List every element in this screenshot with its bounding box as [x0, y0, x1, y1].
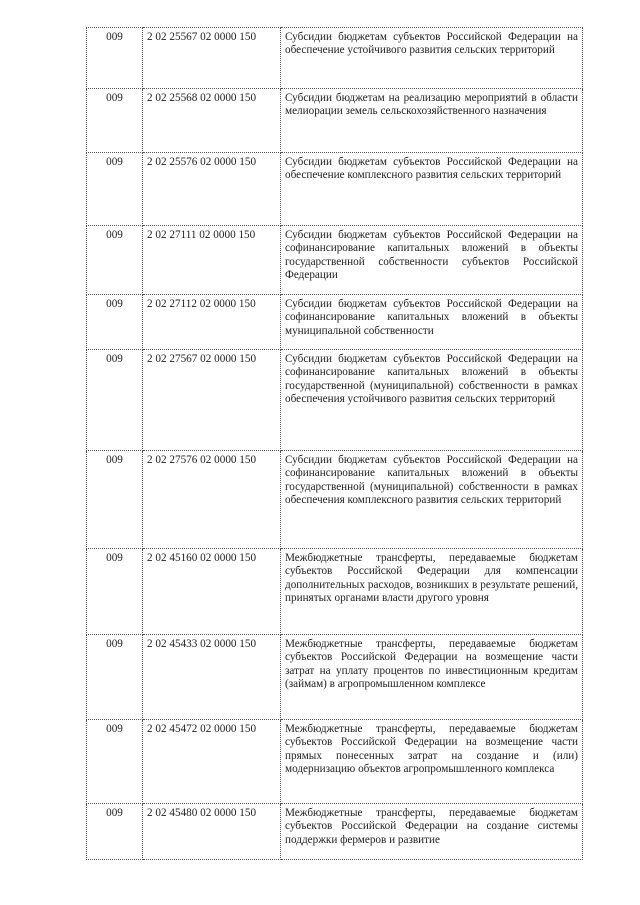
- table-row: [87, 549, 583, 635]
- revenue-description: Субсидии бюджетам субъектов Российской Федерации на софинансирование капитальных вложений в объекты государственной (муниципальной) собственности в рамках обеспечения устойчивого развития сельских территорий: [281, 350, 583, 451]
- budget-classification-code: 2 02 27576 02 0000 150: [143, 451, 281, 549]
- admin-code-cell: 009: [87, 226, 143, 295]
- budget-classification-code: 2 02 45433 02 0000 150: [143, 635, 281, 720]
- budget-classification-code: 2 02 45472 02 0000 150: [143, 720, 281, 804]
- budget-classification-code: 2 02 27567 02 0000 150: [143, 350, 281, 451]
- table-row: [87, 350, 583, 451]
- admin-code-cell: 009: [87, 635, 143, 720]
- admin-code-cell: 009: [87, 295, 143, 350]
- admin-code-cell: 009: [87, 720, 143, 804]
- admin-code-cell: 009: [87, 451, 143, 549]
- budget-classification-code: 2 02 25567 02 0000 150: [143, 28, 281, 89]
- table-row: [87, 295, 583, 350]
- admin-code-cell: 009: [87, 89, 143, 153]
- budget-classification-code: 2 02 45160 02 0000 150: [143, 549, 281, 635]
- table-row: [87, 720, 583, 804]
- revenue-description: Субсидии бюджетам на реализацию мероприятий в области мелиорации земель сельскохозяйственного назначения: [281, 89, 583, 153]
- revenue-description: Межбюджетные трансферты, передаваемые бюджетам субъектов Российской Федерации на возмещение части прямых понесенных затрат на создание и (или) модернизацию объектов агропромышленного комплекса: [281, 720, 583, 804]
- table-row: [87, 226, 583, 295]
- table-row: [87, 635, 583, 720]
- admin-code-cell: 009: [87, 153, 143, 226]
- revenue-description: Межбюджетные трансферты, передаваемые бюджетам субъектов Российской Федерации для компенсации дополнительных расходов, возникших в результате решений, принятых органами власти другого уровня: [281, 549, 583, 635]
- admin-code-cell: 009: [87, 350, 143, 451]
- budget-codes-table: [86, 27, 583, 860]
- revenue-description: Субсидии бюджетам субъектов Российской Федерации на софинансирование капитальных вложений в объекты государственной собственности субъектов Российской Федерации: [281, 226, 583, 295]
- table-row: [87, 451, 583, 549]
- table-row: [87, 804, 583, 860]
- budget-classification-code: 2 02 27112 02 0000 150: [143, 295, 281, 350]
- admin-code-cell: 009: [87, 804, 143, 860]
- revenue-description: Субсидии бюджетам субъектов Российской Федерации на софинансирование капитальных вложений в объекты государственной (муниципальной) собственности в рамках обеспечения комплексного развития сельских территорий: [281, 451, 583, 549]
- revenue-description: Субсидии бюджетам субъектов Российской Федерации на обеспечение устойчивого развития сельских территорий: [281, 28, 583, 89]
- table-row: [87, 153, 583, 226]
- table-row: [87, 28, 583, 89]
- budget-classification-code: 2 02 25576 02 0000 150: [143, 153, 281, 226]
- budget-classification-code: 2 02 25568 02 0000 150: [143, 89, 281, 153]
- budget-classification-code: 2 02 27111 02 0000 150: [143, 226, 281, 295]
- revenue-description: Субсидии бюджетам субъектов Российской Федерации на софинансирование капитальных вложений в объекты муниципальной собственности: [281, 295, 583, 350]
- admin-code-cell: 009: [87, 28, 143, 89]
- revenue-description: Межбюджетные трансферты, передаваемые бюджетам субъектов Российской Федерации на создание системы поддержки фермеров и развитие: [281, 804, 583, 860]
- budget-classification-code: 2 02 45480 02 0000 150: [143, 804, 281, 860]
- table-row: [87, 89, 583, 153]
- revenue-description: Субсидии бюджетам субъектов Российской Федерации на обеспечение комплексного развития сельских территорий: [281, 153, 583, 226]
- admin-code-cell: 009: [87, 549, 143, 635]
- revenue-description: Межбюджетные трансферты, передаваемые бюджетам субъектов Российской Федерации на возмещение части затрат на уплату процентов по инвестиционным кредитам (займам) в агропромышленном комплексе: [281, 635, 583, 720]
